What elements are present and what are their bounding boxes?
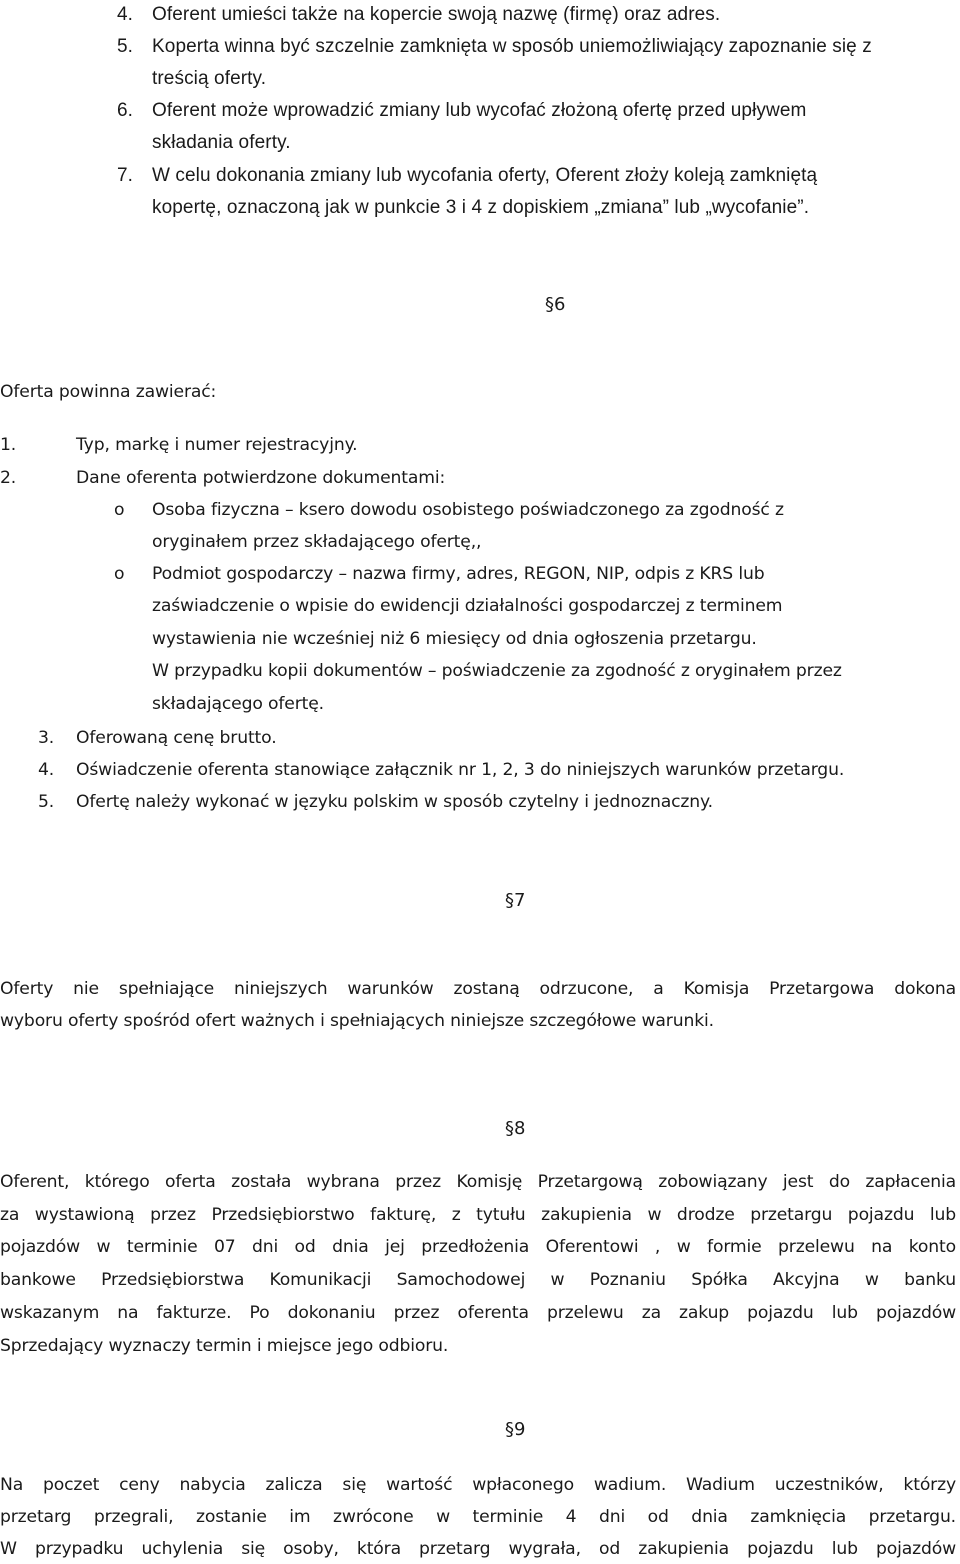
list-item-text: Dane oferenta potwierdzone dokumentami:	[76, 468, 446, 488]
bullet-text: wystawienia nie wcześniej niż 6 miesięcy od dnia ogłoszenia przetargu.	[152, 629, 757, 649]
list-item-text: Koperta winna być szczelnie zamknięta w sposób uniemożliwiający zapoznanie się z	[152, 36, 872, 57]
list-number: 3.	[38, 728, 55, 748]
paragraph-line: Sprzedający wyznaczy termin i miejsce jego odbioru.	[0, 1336, 449, 1356]
list-number: 1.	[0, 435, 17, 455]
list-item-text: Oferent umieści także na kopercie swoją nazwę (firmę) oraz adres.	[152, 4, 721, 25]
paragraph-line: W przypadku uchylenia się osoby, która przetarg wygrała, od zakupienia pojazdu lub pojazdów	[0, 1539, 956, 1559]
section-sign: §	[505, 890, 514, 911]
bullet-mark: o	[114, 500, 125, 520]
section-number: 6	[554, 294, 566, 315]
bullet-text: Podmiot gospodarczy – nazwa firmy, adres, REGON, NIP, odpis z KRS lub	[152, 564, 765, 584]
list-number: 7.	[117, 165, 134, 186]
section-sign: §	[545, 294, 554, 315]
list-number: 6.	[117, 100, 134, 121]
list-item-text: treścią oferty.	[152, 68, 267, 89]
list-number: 4.	[117, 4, 134, 25]
list-item-text: Typ, markę i numer rejestracyjny.	[76, 435, 358, 455]
bullet-text: Osoba fizyczna – ksero dowodu osobistego poświadczonego za zgodność z	[152, 500, 784, 520]
section-number: 7	[514, 890, 526, 911]
list-item-text: W celu dokonania zmiany lub wycofania oferty, Oferent złoży koleją zamkniętą	[152, 165, 818, 186]
section-number: 9	[514, 1419, 526, 1440]
paragraph-line: Oferent, którego oferta została wybrana przez Komisję Przetargową zobowiązany jest do zapłacenia	[0, 1172, 956, 1192]
bullet-text: W przypadku kopii dokumentów – poświadczenie za zgodność z oryginałem przez	[152, 661, 842, 681]
section-heading	[505, 892, 525, 910]
section-heading	[545, 296, 565, 314]
list-item-text: Oferowaną cenę brutto.	[76, 728, 277, 748]
list-item-text: Ofertę należy wykonać w języku polskim w sposób czytelny i jednoznaczny.	[76, 792, 713, 812]
paragraph-line: wyboru oferty spośród ofert ważnych i spełniających niniejsze szczegółowe warunki.	[0, 1011, 714, 1031]
section-sign: §	[505, 1419, 514, 1440]
bullet-text: składającego ofertę.	[152, 694, 324, 714]
paragraph-line: Oferty nie spełniające niniejszych warunków zostaną odrzucone, a Komisja Przetargowa dokona	[0, 979, 956, 999]
paragraph-line: przetarg przegrali, zostanie im zwrócone w terminie 4 dni od dnia zamknięcia przetargu.	[0, 1507, 956, 1527]
list-number: 2.	[0, 468, 17, 488]
list-number: 4.	[38, 760, 55, 780]
section-heading	[505, 1421, 525, 1439]
paragraph-line: Na poczet ceny nabycia zalicza się wartość wpłaconego wadium. Wadium uczestników, którzy	[0, 1475, 956, 1495]
paragraph-line: wskazanym na fakturze. Po dokonaniu przez oferenta przelewu za zakup pojazdu lub pojazdów	[0, 1303, 956, 1323]
list-item-text: Oferent może wprowadzić zmiany lub wycofać złożoną ofertę przed upływem	[152, 100, 807, 121]
list-item-text: składania oferty.	[152, 132, 291, 153]
list-number: 5.	[117, 36, 134, 57]
list-item-text: kopertę, oznaczoną jak w punkcie 3 i 4 z dopiskiem „zmiana” lub „wycofanie”.	[152, 197, 810, 218]
paragraph-line: bankowe Przedsiębiorstwa Komunikacji Samochodowej w Poznaniu Spółka Akcyjna w banku	[0, 1270, 956, 1290]
bullet-text: oryginałem przez składającego ofertę,,	[152, 532, 482, 552]
list-item-text: Oświadczenie oferenta stanowiące załącznik nr 1, 2, 3 do niniejszych warunków przetargu.	[76, 760, 845, 780]
section-sign: §	[505, 1118, 514, 1139]
section-number: 8	[514, 1118, 526, 1139]
list-number: 5.	[38, 792, 55, 812]
bullet-text: zaświadczenie o wpisie do ewidencji działalności gospodarczej z terminem	[152, 596, 783, 616]
paragraph-line: za wystawioną przez Przedsiębiorstwo fakturę, z tytułu zakupienia w drodze przetargu pojazdu lub	[0, 1205, 956, 1225]
bullet-mark: o	[114, 564, 125, 584]
paragraph-line: pojazdów w terminie 07 dni od dnia jej przedłożenia Oferentowi , w formie przelewu na konto	[0, 1237, 956, 1257]
section-intro: Oferta powinna zawierać:	[0, 382, 217, 402]
section-heading	[505, 1120, 525, 1138]
